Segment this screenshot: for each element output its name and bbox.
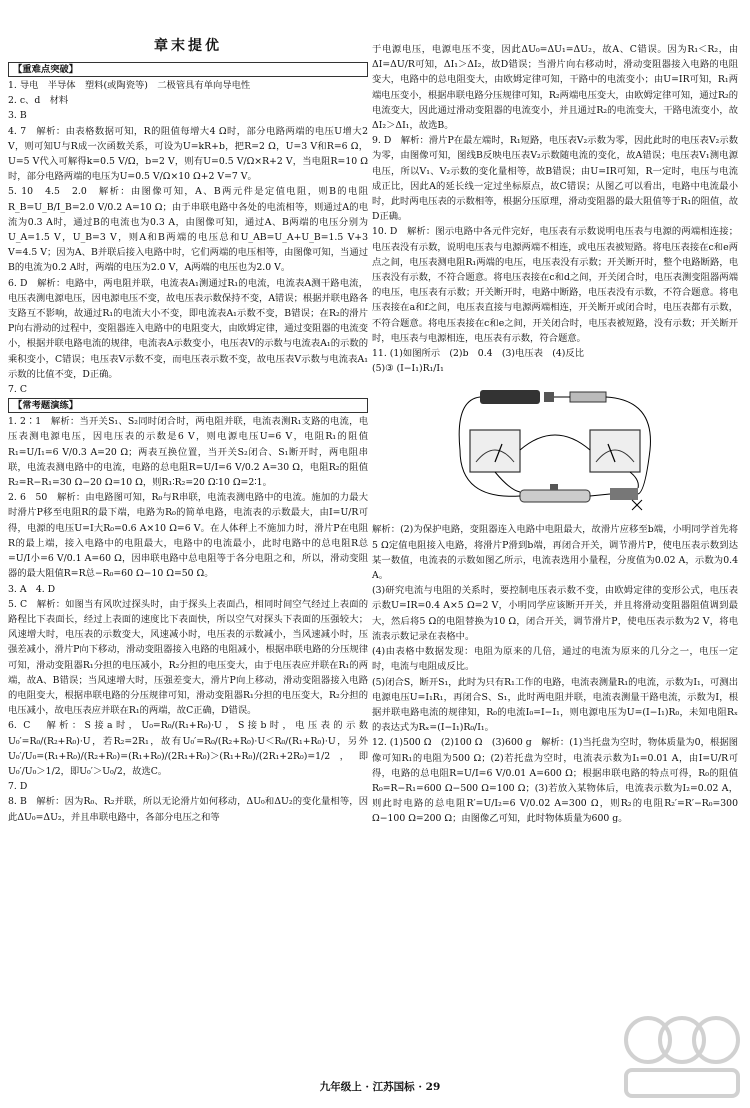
answer-item: 3. B	[8, 110, 27, 122]
answer-item: 12. (1)500 Ω (2)100 Ω (3)600 g 解析：(1)当托盘为空时，物体质量为0，根据图像可知R₁的电阻为500 Ω；(2)若托盘为空时，电流表示数为I₁=0.01 A，由I=U/R可得，电路的总电阻R=U/I=6 V/0.01 A=600 Ω；根据串联电路的特点可得，R₀的阻值R₀=R−R₁=600 Ω−500 Ω=100 Ω；(3)若放入某物体后，电流表示数为I₂=0.02 A，则此时电路的总电阻R′=U/I₂=6 V/0.02 A=300 Ω，则R₂的电阻R₂′=R′−R₀=300 Ω−100 Ω=200 Ω；由图像乙可知，此时物体质量为600 g。	[372, 737, 738, 825]
answer-item: 5. C 解析：如图当有风吹过探头时，由于探头上表面凸，相同时间空气经过上表面的路程比下表面长，经过上表面的速度比下表面快，所以空气对探头下表面的压强较大；风速增大时，电压表的示数变大，风速减小时，电压表的示数减小，当风速减小时，压强差减小，滑片P向下移动，滑动变阻器接入电路的电阻减小，根据串联电路的分压规律可知，滑动变阻器R₁分担的电压减小，R₂分担的电压变大，由于电压表应并联在R₁的两端，故A、B错误；当风速增大时，压强差变大，滑片P向上移动，滑动变阻器接入电路的电阻变大，根据串联电路的分压规律可知，滑动变阻器R₁分担的电压变大，R₂分担的电压减小，故电压表应并联在R₁的两端，故C正确，D错误。	[8, 598, 368, 717]
answer-item: 7. D	[8, 781, 28, 793]
answer-item: 于电源电压，电源电压不变，因此ΔU₀=ΔU₁=ΔU₂，故A、C错误。因为R₁＜R₂，由ΔI=ΔU/R可知，ΔI₁＞ΔI₂，故D错误；当滑片向右移动时，滑动变阻器接入电路的电阻变大，电路中的总电阻变大，由欧姆定律可知，干路中的电流变小；由U=IR可知，R₁两端电压变小，根据串联电路分压规律可知，R₂两端电压变大，由欧姆定律可知，通过R₂的电流变大，因此通过滑动变阻器的电流变小，并且通过R₂的电流变大，干路电流变小，故ΔI₂＞ΔI₁，故选B。	[372, 44, 738, 132]
answer-item: 1. 导电 半导体 塑料(或陶瓷等) 二极管具有单向导电性	[8, 80, 251, 91]
answer-item: 10. D 解析：图示电路中各元件完好，电压表有示数说明电压表与电源的两端相连接；电压表没有示数，说明电压表与电源两端不相连，或电压表被短路。将电压表接在c和e两点之间，电压表测电阻R₁两端的电压，电压表没有示数；开关断开时，整个电路断路，电压表没有示数，不符合题意。将电压表接在c和d之间，开关闭合时，电压表测变阻器两端的电压，电压表有示数；开关断开时，电路中断路，电压表没有示数，不符合题意。将电压表接在a和f之间，电压表直接与电源两端相连，开关断开或闭合时，电压表都有示数，不符合题意。将电压表接在c和e之间，开关闭合时，电压表被短路，没有示数；开关断开时，电压表与电源相连，电压表有示数，符合题意。	[372, 226, 738, 344]
answer-item: 2. 6 50 解析：由电路图可知，R₀与R串联，电流表测电路中的电流。施加的力最大时滑片P移至电阻R的最下端，电路为R₀的简单电路，电流表的示数最大，由I=U/R可得，电源的电压U=I大R₀=0.6 A×10 Ω=6 V。在人体秤上不施加力时，滑片P在电阻R的最上端，接入电路中的电阻最大，电路中的电流最小，此时电路中的总电阻R总=U/I小=6 V/0.1 A=60 Ω，因串联电路中总电阻等于各分电阻之和，所以，滑动变阻器的最大阻值R=R总−R₀=60 Ω−10 Ω=50 Ω。	[8, 492, 368, 580]
answer-item: 6. C 解析：S接a时，U₀=R₀/(R₁+R₀)·U，S接b时，电压表的示数U₀′=R₀/(R₂+R₀)·U，若R₂=2R₁，故有U₀′=R₀/(R₂+R₀)·U＜R₀/(R₁+R₀)·U，另外U₀′/U₀=(R₁+R₀)/(R₂+R₀)=(R₁+R₀)/(2R₁+R₀)＞(R₁+R₀)/(2R₁+2R₀)=1/2，即U₀′/U₀＞1/2，即U₀′＞U₀/2，故选C。	[8, 720, 368, 777]
answer-item: 7. C	[8, 384, 27, 396]
page-footer: 九年级上 · 江苏国标 · 29	[319, 1081, 441, 1093]
answer-item: 11. (1)如图所示 (2)b 0.4 (3)电压表 (4)反比	[372, 348, 585, 360]
answer-item: 4. 7 解析：由表格数据可知，R的阻值每增大4 Ω时，部分电路两端的电压U增大2 V，则可知U与R成一次函数关系，可设为U=kR+b，把R=2 Ω，U=3 V和R=6 Ω，U=5 V代入可解得k=0.5 V/Ω，b=2 V，则有U=0.5 V/Ω×R+2 V，当电阻R=10 Ω时，部分电路两端的电压为U=0.5 V/Ω×10 Ω+2 V=7 V。	[8, 125, 368, 183]
left-column	[8, 36, 368, 825]
answer-item: 2. c、d 材料	[8, 95, 69, 107]
right-column	[372, 42, 738, 827]
answer-item: 8. B 解析：因为R₀、R₂并联，所以无论滑片如何移动，ΔU₀和ΔU₂的变化量相等，因此ΔU₀=ΔU₂，并且串联电路中，各部分电压之和等	[8, 796, 368, 823]
answer-item: (3)研究电流与电阻的关系时，要控制电压表示数不变，由欧姆定律的变形公式，电压表示数U=IR=0.4 A×5 Ω=2 V，小明同学应该断开开关，并且将滑动变阻器阻值调到最大，然后将5 Ω的电阻替换为10 Ω，闭合开关，调节滑片P，使电压表示数为2 V，将电流表示数记录在表格中。	[372, 585, 738, 642]
answer-item: 解析：(2)为保护电路，变阻器连入电路中电阻最大，故滑片应移至b端，小明同学首先将5 Ω定值电阻接入电路，将滑片P滑到b端，再闭合开关，调节滑片P，使电压表示数到达某一数值，电流表的示数如图乙所示，电流表选用小量程，分度值为0.02 A，示数为0.4 A。	[372, 524, 738, 582]
answer-item: 1. 2∶1 解析：当开关S₁、S₂同时闭合时，两电阻并联，电流表测R₁支路的电流，电压表测电源电压，因电压表的示数是6 V，则电源电压U=6 V，电阻R₁的阻值R₁=U/I₁=6 V/0.3 A=20 Ω；两表互换位置，当开关S₂闭合、S₁断开时，两电阻串联，电流表测电路中的电流，电路的总电阻R=U/I=6 V/0.2 A=30 Ω，电阻R₂的阻值R₂=R−R₁=30 Ω−20 Ω=10 Ω，则R₁∶R₂=20 Ω∶10 Ω=2∶1。	[8, 416, 368, 489]
answer-item: 6. D 解析：电路中，两电阻并联，电流表A₁测通过R₁的电流，电流表A测干路电流，电压表测电源电压，因电源电压不变，故电压表示数保持不变，A错误；根据并联电路各支路互不影响，故通过R₁的电流大小不变，即电流表A₁示数不变，B错误；在R₂的滑片P向右滑动的过程中，变阻器连入电路中的电阻变大，由欧姆定律，通过变阻器的电流变小，根据并联电路电流的规律，电流表A示数变小，电压表V的示数与电流表A₁的示数的乘积变小，C错误；电压表V示数不变，而电压表示数不变，故电压表V示数与电流表A₁示数的比值不变，D正确。	[8, 277, 368, 380]
answer-item: (5)③ (I−I₁)R₁/I₁	[372, 363, 444, 375]
answer-item: (4)由表格中数据发现：电阻为原来的几倍，通过的电流为原来的几分之一，电压一定时，电流与电阻成反比。	[372, 646, 738, 673]
circuit-diagram	[440, 380, 670, 520]
answer-item: 3. A 4. D	[8, 583, 56, 595]
answer-item: 9. D 解析：滑片P在最左端时，R₁短路，电压表V₂示数为零，因此此时的电压表V₂示数为零，由图像可知，图线B反映电压表V₂示数随电流的变化，故A错误；电压表V₁测电源电压，所以V₁、V₂示数的变化量相等，故B错误；由U=IR可知，R一定时，电压与电流成正比，因此A的延长线一定过坐标原点，故C错误；从图乙可以看出，电路中电流最小时，此时两电压表的示数相等，根据分压原理，滑动变阻器的最大阻值等于R₁的阻值，故D正确。	[372, 135, 738, 223]
answer-item: (5)闭合S，断开S₁，此时为只有R₁工作的电路，电流表测量R₁的电流，示数为I₁，可测出电源电压U=I₁R₁，再闭合S、S₁，此时两电阻并联，电流表测量干路电流，示数为I，根据并联电路电流的规律知，R₀的电流I₀=I−I₁，则电源电压为U=(I−I₁)R₀，未知电阻Rₓ的表达式为Rₓ=(I−I₁)R₀/I₁。	[372, 676, 738, 734]
section-banner-key-points: 【重难点突破】	[8, 62, 368, 77]
watermark-logo	[618, 1010, 746, 1102]
answer-item: 5. 10 4.5 2.0 解析：由图像可知，A、B两元件是定值电阻，则B的电阻R_B=U_B/I_B=2.0 V/0.2 A=10 Ω；由于串联电路中各处的电流相等，则通过A的电流为0.3 A时，通过B的电流也为0.3 A，由图像可知，通过A、B两端的电压分别为U_A=1.5 V，U_B=3 V，则A和B两端的电压总和U_AB=U_A+U_B=1.5 V+3 V=4.5 V；因为A、B并联后接入电路中时，它们两端的电压相等，由图像可知，当通过B的电流为0.2 A时，两端的电压为2.0 V，A两端的电压也为2.0 V。	[8, 186, 368, 274]
page-title: 章末提优	[154, 38, 222, 54]
section-banner-practice: 【常考题演练】	[8, 398, 368, 413]
